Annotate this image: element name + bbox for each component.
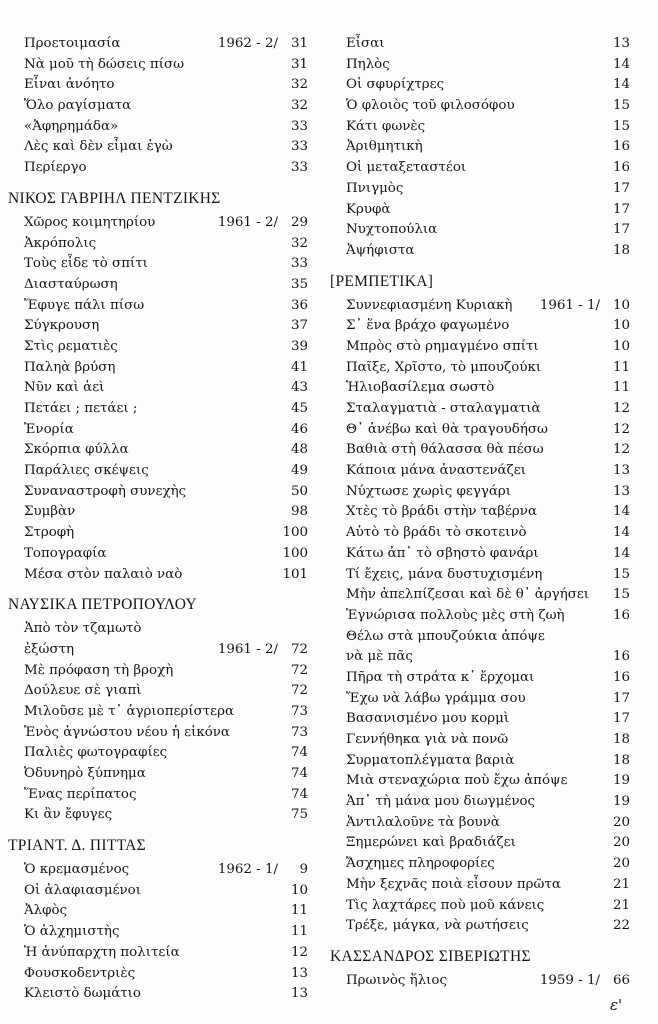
entry-title: Συρματοπλέγματα βαριὰ — [346, 752, 515, 768]
entry-title: Ἑνὸς ἀγνώστου νέου ἡ εἰκόνα — [24, 724, 230, 740]
index-entry — [8, 922, 308, 943]
page-number: 10 — [612, 318, 630, 334]
entry-title: Τοὺς εἶδε τὸ σπίτι — [24, 256, 148, 272]
index-entry — [330, 502, 630, 523]
page-number: 32 — [290, 98, 308, 114]
index-entry — [330, 200, 630, 221]
entry-title: Δούλευε σὲ γιαπὶ — [24, 683, 142, 699]
entry-title: Πρωινὸς ἥλιος — [346, 972, 447, 988]
entry-title: Ἀπὸ τὸν τζαμωτὸ — [24, 621, 142, 637]
index-entry — [330, 96, 630, 117]
entry-title: Παλιὲς φωτογραφίες — [24, 745, 168, 761]
index-entry — [330, 440, 630, 461]
page-number: 14 — [612, 504, 630, 520]
page-number: 16 — [612, 649, 630, 665]
page-number: 33 — [290, 139, 308, 155]
index-entry — [330, 420, 630, 441]
entry-title: Συννεφιασμένη Κυριακὴ — [346, 297, 513, 313]
page-number: 20 — [612, 835, 630, 851]
page-number: 36 — [290, 297, 308, 313]
issue-reference: 1959 - 1/ — [539, 972, 600, 988]
page-marker: ε' — [610, 996, 623, 1014]
left-column — [8, 34, 308, 1005]
entry-title: Ἀντιλαλοῦνε τὰ βουνὰ — [346, 814, 500, 830]
entry-title: Μὴν ξεχνᾶς ποιὰ εἶσουν πρῶτα — [346, 876, 561, 892]
index-entry — [330, 896, 630, 917]
index-entry — [8, 805, 308, 826]
author-heading: ΝΙΚΟΣ ΓΑΒΡΙΗΛ ΠΕΝΤΖΙΚΗΣ — [8, 189, 221, 207]
page-number: 17 — [612, 201, 630, 217]
page-number: 13 — [290, 986, 308, 1002]
index-entry — [8, 96, 308, 117]
page-number: 20 — [612, 856, 630, 872]
index-entry — [8, 723, 308, 744]
entry-title: Ἡλιοβασίλεμα σωστὸ — [346, 380, 495, 396]
entry-title: Αὐτὸ τὸ βράδι τὸ σκοτεινὸ — [346, 525, 527, 541]
index-entry — [8, 881, 308, 902]
index-section — [8, 34, 308, 179]
page-number: 32 — [290, 77, 308, 93]
index-entry — [330, 971, 630, 992]
entry-title: Μιλοῦσε μὲ τ᾽ ἀγριοπερίστερα — [24, 703, 234, 719]
entry-title: Χῶρος κοιμητηρίου — [24, 214, 156, 230]
entry-title: Τοπογραφία — [24, 545, 107, 561]
page-number: 16 — [612, 139, 630, 155]
index-entry — [330, 358, 630, 379]
index-entry — [330, 668, 630, 689]
page-number: 74 — [290, 766, 308, 781]
page-number: 75 — [290, 807, 308, 823]
index-entry — [330, 585, 630, 606]
page-number: 9 — [299, 862, 308, 878]
page-number: 12 — [612, 442, 630, 458]
right-column — [330, 34, 630, 992]
entry-title: Βαθιὰ στὴ θάλασσα θὰ πέσω — [346, 442, 544, 458]
entry-title: Ἀλφὸς — [24, 903, 68, 919]
index-entry — [330, 55, 630, 76]
entry-title: Εἶσαι — [346, 36, 385, 51]
index-entry — [8, 358, 308, 379]
entry-title: Νύχτωσε χωρὶς φεγγάρι — [346, 483, 512, 499]
page-number: 19 — [612, 794, 630, 810]
entry-title: Ἀκρόπολις — [24, 235, 97, 251]
entry-title: Βασανισμένο μου κορμὶ — [346, 711, 510, 727]
index-entry — [330, 792, 630, 813]
entry-title: Ἔφυγε πάλι πίσω — [24, 297, 145, 313]
index-entry — [8, 158, 308, 179]
entry-title: Μὴν ἀπελπίζεσαι καὶ δὲ θ᾽ ἀργήσει — [346, 587, 590, 603]
page-number: 17 — [612, 711, 630, 727]
index-entry — [8, 619, 308, 640]
entry-title: Κάποια μάνα ἀναστενάζει — [346, 463, 526, 479]
index-entry — [8, 640, 308, 661]
index-entry — [8, 213, 308, 234]
entry-title: Περίεργο — [24, 160, 87, 176]
page-number: 14 — [612, 77, 630, 93]
index-entry — [8, 860, 308, 881]
page-number: 17 — [612, 180, 630, 196]
page-number: 74 — [290, 786, 308, 802]
author-heading: ΤΡΙΑΝΤ. Δ. ΠΙΤΤΑΣ — [8, 837, 146, 855]
entry-title: Ἀπ᾽ τὴ μάνα μου διωγμένος — [346, 794, 536, 810]
page-number: 33 — [290, 160, 308, 176]
page-number: 50 — [290, 483, 308, 499]
entry-title: Συμβὰν — [24, 504, 76, 520]
page-number: 33 — [290, 118, 308, 134]
index-entry — [330, 482, 630, 503]
index-entry — [330, 689, 630, 710]
page-number: 100 — [282, 545, 308, 561]
issue-reference: 1961 - 1/ — [539, 297, 600, 313]
entry-title: Παληὰ βρύση — [24, 359, 116, 375]
page-number: 15 — [612, 566, 630, 582]
index-entry — [330, 158, 630, 179]
index-section — [8, 826, 308, 1005]
index-entry — [330, 523, 630, 544]
page-number: 11 — [290, 924, 308, 940]
page-number: 41 — [290, 359, 308, 375]
index-entry — [8, 502, 308, 523]
index-entry — [330, 137, 630, 158]
index-entry — [8, 75, 308, 96]
page-number: 12 — [290, 944, 308, 960]
page-number: 66 — [612, 972, 630, 988]
entry-title: Ξημερώνει καὶ βραδιάζει — [346, 835, 516, 851]
entry-title: Παράλιες σκέψεις — [24, 463, 149, 479]
page-number: 35 — [290, 276, 308, 292]
page-number: 21 — [612, 897, 630, 913]
entry-title: Πῆρα τὴ στράτα κ᾽ ἔρχομαι — [346, 669, 535, 685]
page-number: 10 — [612, 338, 630, 354]
index-entry — [330, 875, 630, 896]
index-entry — [8, 984, 308, 1005]
entry-title: Σύγκρουση — [24, 318, 100, 334]
index-entry — [8, 137, 308, 158]
index-section — [330, 34, 630, 262]
index-entry — [8, 117, 308, 138]
page-number: 11 — [612, 359, 630, 375]
index-entry — [8, 275, 308, 296]
entry-title: νὰ μὲ πᾶς — [346, 649, 413, 665]
issue-reference: 1961 - 2/ — [217, 641, 278, 657]
index-entry — [8, 523, 308, 544]
page-number: 18 — [612, 732, 630, 747]
page-number: 15 — [612, 98, 630, 114]
entry-title: Φουσκοδεντριὲς — [24, 965, 136, 981]
page-number: 73 — [290, 724, 308, 740]
index-entry — [8, 681, 308, 702]
index-entry — [330, 220, 630, 241]
entry-title: Κάτι φωνὲς — [346, 118, 426, 134]
entry-title: Ἡ ἀνύπαρχτη πολιτεία — [24, 944, 180, 960]
entry-title: Μὲ πρόφαση τὴ βροχὴ — [24, 662, 174, 678]
index-section — [330, 937, 630, 992]
entry-title: Τὶς λαχτάρες ποὺ μοῦ κάνεις — [346, 897, 545, 913]
index-entry — [330, 813, 630, 834]
entry-title: Σκόρπια φύλλα — [24, 442, 129, 458]
entry-title: Συναναστροφὴ συνεχὴς — [24, 483, 187, 499]
index-entry — [330, 916, 630, 937]
page-number: 17 — [612, 690, 630, 706]
index-entry — [330, 565, 630, 586]
entry-title: Τρέξε, μάγκα, νὰ ρωτήσεις — [346, 918, 529, 934]
page-number: 46 — [290, 421, 308, 437]
index-entry — [330, 751, 630, 772]
page-number: 33 — [290, 256, 308, 272]
index-entry — [330, 179, 630, 200]
page-number: 10 — [290, 882, 308, 898]
index-entry — [8, 234, 308, 255]
index-entry — [8, 337, 308, 358]
page-number: 73 — [290, 703, 308, 719]
issue-reference: 1962 - 1/ — [217, 862, 278, 878]
page-number: 12 — [612, 421, 630, 437]
entry-title: Σταλαγματιὰ - σταλαγματιὰ — [346, 401, 541, 416]
page-number: 13 — [612, 463, 630, 479]
entry-title: Σ᾽ ἕνα βράχο φαγωμένο — [346, 318, 510, 334]
index-entry — [330, 75, 630, 96]
entry-title: Νυχτοπούλια — [346, 222, 438, 238]
page-number: 31 — [290, 56, 308, 72]
page-number: 22 — [612, 918, 630, 934]
entry-title: Παῖξε, Χρῖστο, τὸ μπουζούκι — [346, 359, 542, 375]
entry-title: Μιὰ στεναχώρια ποὺ ἔχω ἀπόψε — [346, 773, 568, 789]
entry-title: Οἱ ἀλαφιασμένοι — [24, 882, 141, 898]
page-number: 43 — [290, 380, 308, 396]
page-number: 37 — [290, 318, 308, 334]
index-entry — [330, 241, 630, 262]
entry-title: Διασταύρωση — [24, 276, 118, 292]
index-entry — [330, 606, 630, 627]
entry-title: Θέλω στὰ μπουζούκια ἀπόψε — [346, 628, 545, 644]
index-entry — [330, 34, 630, 55]
entry-title: Στροφὴ — [24, 525, 75, 541]
index-entry — [330, 544, 630, 565]
index-entry — [8, 461, 308, 482]
index-entry — [330, 647, 630, 668]
index-entry — [8, 482, 308, 503]
index-entry — [330, 378, 630, 399]
page-number: 11 — [612, 380, 630, 396]
index-entry — [330, 709, 630, 730]
page-number: 72 — [290, 683, 308, 699]
index-entry — [330, 316, 630, 337]
entry-title: Ἀριθμητικὴ — [346, 139, 423, 155]
index-entry — [330, 296, 630, 317]
page-number: 45 — [290, 401, 308, 416]
index-entry — [8, 661, 308, 682]
page-number: 13 — [612, 36, 630, 51]
author-heading: [ΡΕΜΠΕΤΙΚΑ] — [330, 272, 434, 290]
page-number: 101 — [282, 566, 308, 582]
entry-title: Λὲς καὶ δὲν εἶμαι ἐγὼ — [24, 139, 173, 155]
index-entry — [8, 440, 308, 461]
entry-title: ἐξώστη — [24, 641, 75, 657]
entry-title: «Ἀφηρημάδα» — [24, 118, 119, 134]
page-number: 14 — [612, 525, 630, 541]
page-number: 72 — [290, 641, 308, 657]
entry-title: Προετοιμασία — [24, 36, 121, 51]
page-number: 18 — [612, 752, 630, 768]
page-number: 13 — [290, 965, 308, 981]
page-number: 14 — [612, 545, 630, 561]
index-entry — [8, 943, 308, 964]
index-entry — [8, 764, 308, 785]
page-number: 20 — [612, 814, 630, 830]
index-entry — [8, 901, 308, 922]
entry-title: Κρυφὰ — [346, 201, 391, 217]
page-number: 14 — [612, 56, 630, 72]
index-entry — [330, 730, 630, 751]
index-entry — [8, 296, 308, 317]
index-entry — [8, 254, 308, 275]
entry-title: Κι ἂν ἔφυγες — [24, 807, 113, 823]
entry-title: Οἱ σφυρίχτρες — [346, 77, 445, 93]
entry-title: Κάτω ἀπ᾽ τὸ σβηστὸ φανάρι — [346, 545, 539, 561]
entry-title: Ὁ κρεμασμένος — [24, 862, 130, 878]
entry-title: Πετάει ; πετάει ; — [24, 401, 138, 416]
page-number: 21 — [612, 876, 630, 892]
entry-title: Θ᾽ ἀνέβω καὶ θὰ τραγουδήσω — [346, 421, 548, 437]
index-entry — [8, 55, 308, 76]
entry-title: Κλειστὸ δωμάτιο — [24, 986, 141, 1002]
page-number: 16 — [612, 669, 630, 685]
index-entry — [330, 627, 630, 648]
page-number: 18 — [612, 242, 630, 258]
index-entry — [330, 399, 630, 420]
index-entry — [8, 544, 308, 565]
page-number: 29 — [290, 214, 308, 230]
index-entry — [8, 964, 308, 985]
index-entry — [8, 743, 308, 764]
entry-title: Ὁ φλοιὸς τοῦ φιλοσόφου — [346, 98, 515, 114]
page-number: 72 — [290, 662, 308, 678]
entry-title: Τί ἔχεις, μάνα δυστυχισμένη — [346, 566, 543, 582]
entry-title: Μέσα στὸν παλαιὸ ναὸ — [24, 566, 183, 582]
page-number: 31 — [290, 36, 308, 51]
author-heading: ΚΑΣΣΑΝΔΡΟΣ ΣΙΒΕΡΙΩΤΗΣ — [330, 947, 531, 965]
entry-title: Στὶς ρεματιὲς — [24, 338, 118, 354]
page-number: 10 — [612, 297, 630, 313]
entry-title: Πηλὸς — [346, 56, 390, 72]
entry-title: Γεννήθηκα γιὰ νὰ πονῶ — [346, 732, 509, 747]
index-entry — [8, 420, 308, 441]
entry-title: Ὅλο ραγίσματα — [24, 98, 132, 114]
entry-title: Ἕνας περίπατος — [24, 786, 137, 802]
index-section — [8, 179, 308, 585]
index-entry — [330, 854, 630, 875]
entry-title: Ὀδυνηρὸ ξύπνημα — [24, 766, 146, 781]
page-number: 17 — [612, 222, 630, 238]
entry-title: Μπρὸς στὸ ρημαγμένο σπίτι — [346, 338, 539, 354]
index-entry — [330, 461, 630, 482]
entry-title: Πνιγμὸς — [346, 180, 404, 196]
index-section — [330, 262, 630, 937]
index-entry — [8, 34, 308, 55]
entry-title: Ἄσχημες πληροφορίες — [346, 856, 495, 872]
page-number: 32 — [290, 235, 308, 251]
index-entry — [8, 316, 308, 337]
entry-title: Ἐνορία — [24, 421, 74, 437]
page-number: 48 — [290, 442, 308, 458]
page-number: 11 — [290, 903, 308, 919]
page-number: 19 — [612, 773, 630, 789]
index-entry — [330, 833, 630, 854]
page-number: 15 — [612, 587, 630, 603]
index-entry — [8, 378, 308, 399]
entry-title: Ἔχω νὰ λάβω γράμμα σου — [346, 690, 526, 706]
issue-reference: 1962 - 2/ — [217, 36, 278, 51]
page-number: 49 — [290, 463, 308, 479]
index-entry — [8, 785, 308, 806]
page-number: 100 — [282, 525, 308, 541]
index-entry — [8, 565, 308, 586]
page-number: 98 — [290, 504, 308, 520]
index-section — [8, 585, 308, 826]
entry-title: Ἐγνώρισα πολλοὺς μὲς στὴ ζωὴ — [346, 607, 565, 623]
page-number: 13 — [612, 483, 630, 499]
page-number: 16 — [612, 160, 630, 176]
page-number: 15 — [612, 118, 630, 134]
entry-title: Νῦν καὶ ἀεὶ — [24, 380, 105, 396]
entry-title: Οἱ μεταξεταστέοι — [346, 160, 467, 176]
entry-title: Ἀψήφιστα — [346, 242, 415, 258]
page-number: 74 — [290, 745, 308, 761]
index-entry — [8, 399, 308, 420]
entry-title: Χτὲς τὸ βράδι στὴν ταβέρνα — [346, 504, 537, 520]
page-number: 39 — [290, 338, 308, 354]
index-entry — [330, 771, 630, 792]
entry-title: Ὁ ἀλχημιστὴς — [24, 924, 120, 940]
page-number: 12 — [612, 401, 630, 416]
index-entry — [8, 702, 308, 723]
entry-title: Νὰ μοῦ τὴ δώσεις πίσω — [24, 56, 185, 72]
issue-reference: 1961 - 2/ — [217, 214, 278, 230]
index-entry — [330, 117, 630, 138]
index-entry — [330, 337, 630, 358]
entry-title: Εἶναι ἀνόητο — [24, 77, 115, 93]
page-number: 16 — [612, 607, 630, 623]
author-heading: ΝΑΥΣΙΚΑ ΠΕΤΡΟΠΟΥΛΟΥ — [8, 596, 197, 614]
